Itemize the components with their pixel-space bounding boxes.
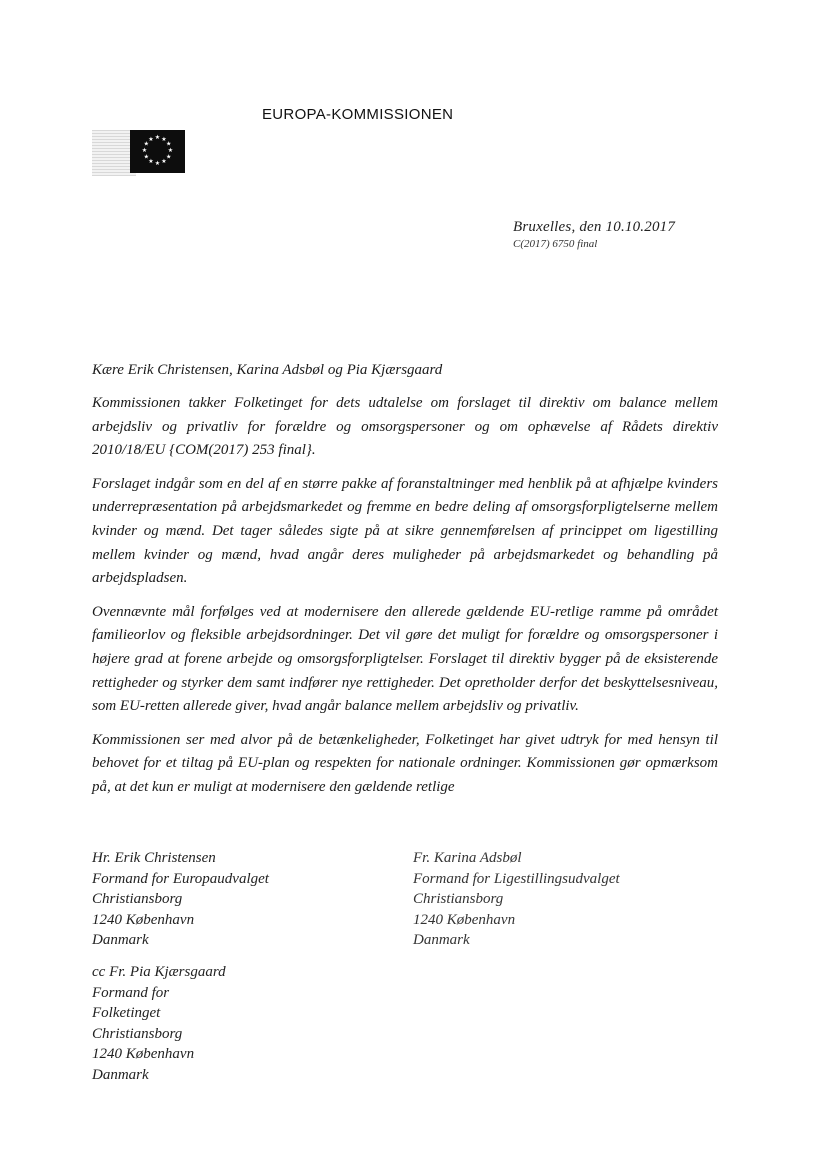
letter-date: Bruxelles, den 10.10.2017 — [513, 219, 676, 235]
svg-text:★: ★ — [154, 160, 161, 167]
svg-text:★: ★ — [148, 158, 154, 166]
cc-country: Danmark — [92, 1066, 149, 1083]
cc-building: Christiansborg — [92, 1025, 183, 1042]
eu-logo — [92, 130, 196, 176]
addressee-right — [413, 848, 620, 951]
addressee-cc — [92, 962, 226, 1085]
addressee-country: Danmark — [92, 932, 149, 948]
eu-flag-icon — [130, 130, 185, 173]
svg-text:★: ★ — [166, 140, 172, 148]
addressee-building: Christiansborg — [92, 891, 183, 907]
svg-text:★: ★ — [141, 147, 148, 154]
addressee-country: Danmark — [413, 932, 470, 948]
svg-text:★: ★ — [161, 135, 167, 143]
addressee-city: 1240 København — [92, 911, 195, 928]
addressee-title: Formand for Ligestillingsudvalget — [413, 870, 620, 887]
salutation: Kære Erik Christensen, Karina Adsbøl og Pia Kjærsgaard — [92, 362, 443, 378]
svg-text:★: ★ — [161, 158, 167, 166]
paragraph-2: Forslaget indgår som en del af en større pakke af foranstaltninger med henblik på at afhjælpe kvinders underrepræsentation på arbejdsmarkedet og fremme en bedre deling af omsorgsforpligtelserne mellem kvinder og mænd. Det tager således sigte på at sikre gennemførelsen af princippet om ligestilling mellem kvinder og mænd, hvad angår deres muligheder på arbejdsmarkedet og behandling på arbejdspladsen. — [92, 475, 718, 587]
date-block — [513, 219, 675, 250]
svg-text:★: ★ — [143, 140, 149, 148]
svg-text:★: ★ — [167, 147, 174, 154]
addressee-title: Formand for Europaudvalget — [92, 870, 269, 887]
eu-stars — [130, 130, 185, 173]
cc-organization: Folketinget — [92, 1005, 161, 1021]
addressee-building: Christiansborg — [413, 891, 504, 907]
cc-title: Formand for — [92, 984, 170, 1001]
svg-text:★: ★ — [166, 153, 172, 161]
svg-text:★: ★ — [143, 153, 149, 161]
paragraph-1: Kommissionen takker Folketinget for dets udtalelse om forslaget til direktiv om balance mellem arbejdsliv og privatliv for forældre og omsorgspersoner og om ophævelse af Rådets direktiv 2010/18/EU {COM(2017) 253 final}. — [92, 395, 718, 459]
document-reference: C(2017) 6750 final — [513, 238, 598, 250]
svg-text:★: ★ — [148, 135, 154, 143]
cc-city: 1240 København — [92, 1046, 195, 1062]
addressee-city: 1240 København — [413, 911, 516, 928]
paragraph-4: Kommissionen ser med alvor på de betænkeligheder, Folketinget har givet udtryk for med hensyn til behovet for et tiltag på EU-plan og respekten for nationale ordninger. Kommissionen gør opmærksom på, at det kun er muligt at modernisere den gældende retlige — [92, 731, 718, 795]
paragraph-3: Ovennævnte mål forfølges ved at modernisere den allerede gældende EU-retlige ramme på området familieorlov og fleksible arbejdsordninger. Det vil gøre det muligt for forældre og omsorgspersoner i højere grad at forene arbejde og omsorgsforpligtelser. Forslaget til direktiv bygger på de eksisterende rettigheder og styrker dem samt indfører nye rettigheder. Det opretholder derfor det beskyttelsesniveau, som EU-retten allerede giver, hvad angår balance mellem arbejdsliv og privatliv. — [92, 603, 718, 715]
letter-body — [92, 392, 718, 810]
addressee-name: Fr. Karina Adsbøl — [413, 850, 522, 866]
addressee-left — [92, 848, 269, 951]
organization-name: EUROPA-KOMMISSIONEN — [262, 106, 454, 123]
svg-text:★: ★ — [154, 134, 161, 141]
cc-name: cc Fr. Pia Kjærsgaard — [92, 964, 226, 980]
addressee-name: Hr. Erik Christensen — [92, 850, 216, 866]
